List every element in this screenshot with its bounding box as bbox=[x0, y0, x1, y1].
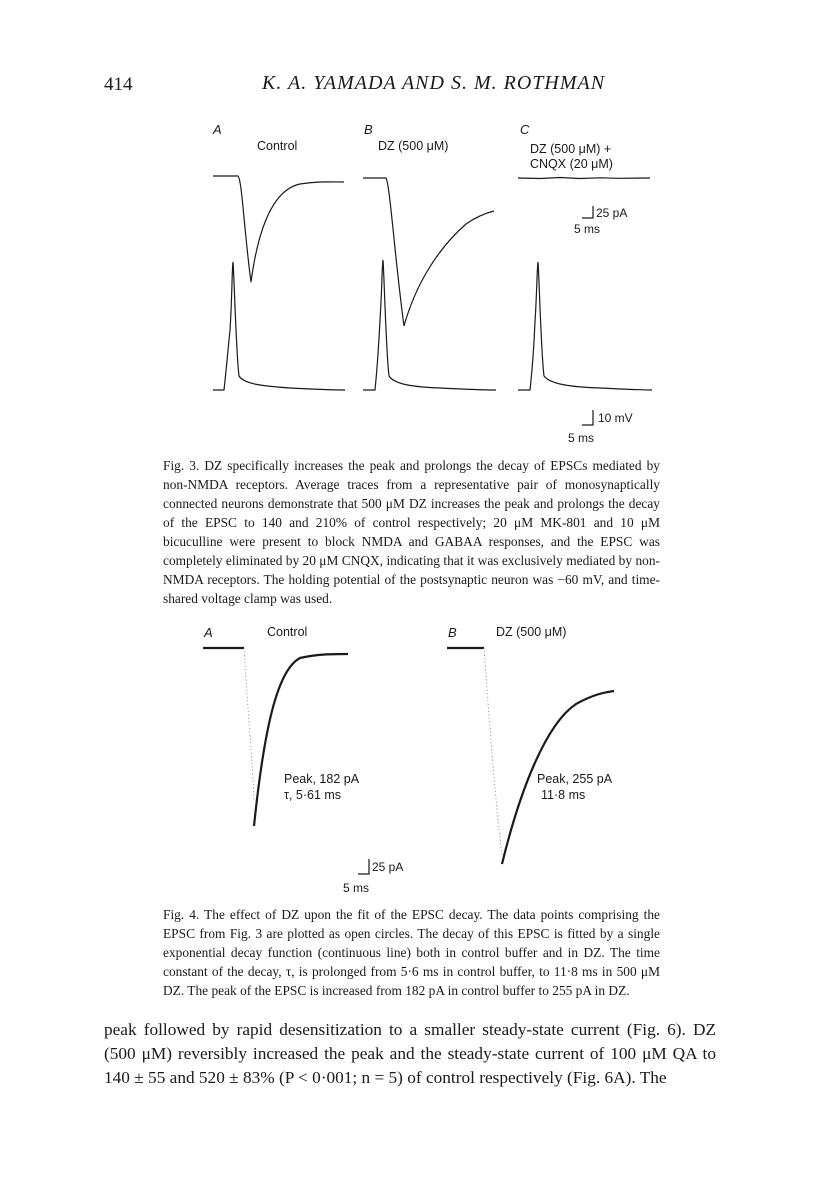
fig3-current-scale-time: 5 ms bbox=[574, 222, 601, 236]
fig4-panel-a-tau: τ, 5·61 ms bbox=[284, 788, 342, 802]
fig4-panel-b-tau: 11·8 ms bbox=[541, 788, 586, 802]
fig3-panel-b-label: B bbox=[364, 122, 373, 137]
fig3-c-voltage-trace bbox=[518, 262, 652, 390]
fig3-caption: Fig. 3. DZ specifically increases the peak and prolongs the decay of EPSCs mediated by non-NMDA receptors. Average traces from a representative pair of monosynaptically connected neurons demonstrate that 500 μM DZ increases the peak and prolongs the decay of the EPSC to 140 and 210% of control respectively; 20 μM MK-801 and 10 μM bicuculline were present to block NMDA and GABAA responses, and the EPSC was completely eliminated by 20 μM CNQX, indicating that it was exclusively mediated by non-NMDA receptors. The holding potential of the postsynaptic neuron was −60 mV, and time-shared voltage clamp was used. bbox=[163, 458, 660, 606]
fig3-voltage-scale-bar bbox=[582, 410, 593, 425]
fig3-voltage-scale-amplitude: 10 mV bbox=[598, 411, 633, 425]
fig3-panel-a-condition: Control bbox=[257, 139, 298, 153]
fig3-voltage-scale-time: 5 ms bbox=[568, 431, 595, 445]
running-header-authors: K. A. YAMADA AND S. M. ROTHMAN bbox=[262, 72, 606, 94]
fig4-panel-a-condition: Control bbox=[267, 625, 308, 639]
fig3-panel-b-condition: DZ (500 μM) bbox=[378, 139, 449, 153]
fig4-a-data-points bbox=[244, 648, 254, 800]
fig4-panel-b-condition: DZ (500 μM) bbox=[496, 625, 567, 639]
body-paragraph: peak followed by rapid desensitization to a smaller steady-state current (Fig. 6). DZ (500 μM) reversibly increased the peak and the steady-state current of 100 μM QA to 140 ± 55 and 520 ± 83% (P < 0·001; n = 5) of control respectively (Fig. 6A). The bbox=[104, 1020, 716, 1087]
fig4-panel-a-label: A bbox=[204, 625, 213, 640]
fig3-c-current-trace bbox=[518, 178, 650, 179]
fig3-current-scale-bar bbox=[582, 206, 593, 218]
fig3-a-voltage-trace bbox=[213, 262, 345, 390]
fig3-current-scale-amplitude: 25 pA bbox=[596, 206, 628, 220]
page-number: 414 bbox=[104, 74, 133, 95]
fig4-caption: Fig. 4. The effect of DZ upon the fit of the EPSC decay. The data points comprising the EPSC from Fig. 3 are plotted as open circles. The decay of this EPSC is fitted by a single exponential decay function (continuous line) both in control buffer and in DZ. The time constant of the decay, τ, is prolonged from 5·6 ms in control buffer, to 11·8 ms in 500 μM DZ. The peak of the EPSC is increased from 182 pA in control buffer to 255 pA in DZ. bbox=[163, 907, 660, 998]
fig3-b-voltage-trace bbox=[363, 260, 496, 390]
fig4-panel-a-peak: Peak, 182 pA bbox=[284, 772, 360, 786]
fig4-scale-amplitude: 25 pA bbox=[372, 860, 404, 874]
fig4-b-data-points bbox=[484, 648, 502, 855]
fig4-panel-b-peak: Peak, 255 pA bbox=[537, 772, 613, 786]
fig3-panel-a-label: A bbox=[213, 122, 222, 137]
fig4-scale-time: 5 ms bbox=[343, 881, 370, 895]
fig3-panel-c-condition-line2: CNQX (20 μM) bbox=[530, 157, 613, 171]
fig4-panel-b-label: B bbox=[448, 625, 457, 640]
fig3-panel-c-label: C bbox=[520, 122, 530, 137]
fig4-scale-bar bbox=[358, 859, 369, 874]
fig3-panel-c-condition-line1: DZ (500 μM) + bbox=[530, 142, 612, 156]
fig3-b-current-trace bbox=[363, 178, 494, 326]
